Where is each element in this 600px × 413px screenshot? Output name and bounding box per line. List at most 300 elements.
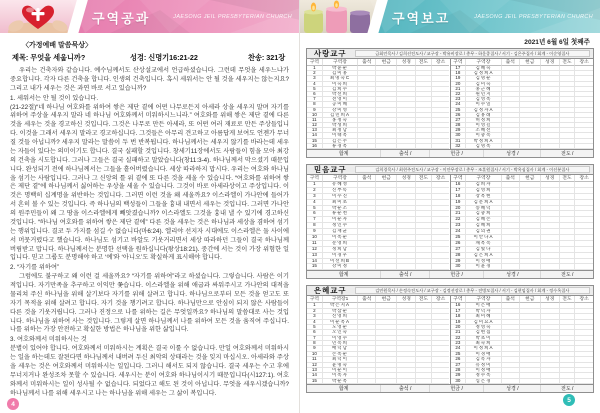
leader-name: 김혜숙 bbox=[466, 66, 502, 71]
row-number: 28 bbox=[451, 253, 467, 259]
leader-name: 이태옥 bbox=[323, 133, 359, 138]
row-number: 25 bbox=[451, 235, 467, 241]
row-number: 27 bbox=[451, 118, 467, 123]
leader-name: 채옥복 bbox=[466, 241, 502, 247]
column-header: 구역장 bbox=[466, 175, 502, 182]
row-number: 2 bbox=[307, 309, 323, 314]
offering-total: 헌금 / bbox=[430, 271, 484, 278]
row-number: 15 bbox=[307, 264, 323, 270]
blank-cell bbox=[560, 379, 576, 384]
row-number: 13 bbox=[307, 368, 323, 373]
district-half bbox=[450, 175, 594, 270]
column-header: 장소 bbox=[575, 175, 593, 182]
district-table-header bbox=[307, 286, 593, 296]
evangelism-total: 전도 / bbox=[560, 386, 574, 393]
district-total-row bbox=[307, 270, 593, 278]
leader-name: 장옥현 bbox=[466, 194, 502, 200]
leader-name: 이성애 bbox=[466, 259, 502, 265]
lesson-hymn: 찬송: 321장 bbox=[248, 53, 286, 62]
row-number: 30 bbox=[451, 133, 467, 138]
attendance-total: 출석 / bbox=[381, 385, 430, 392]
row-number: 17 bbox=[451, 188, 467, 194]
row-number: 28 bbox=[451, 368, 467, 373]
leader-name: 강미영 bbox=[323, 108, 359, 113]
row-number: 18 bbox=[451, 314, 467, 319]
row-number: 11 bbox=[307, 118, 323, 123]
column-header: 전도 bbox=[560, 59, 576, 66]
leader-name: 신영희 bbox=[323, 314, 359, 319]
row-number: 19 bbox=[451, 200, 467, 206]
row-number: 9 bbox=[307, 346, 323, 351]
row-number: 2 bbox=[307, 188, 323, 194]
blank-cell bbox=[432, 379, 450, 384]
leader-name: 김혜희 bbox=[466, 223, 502, 229]
row-number: 24 bbox=[451, 346, 467, 351]
column-header: 성경 bbox=[541, 296, 560, 303]
column-header: 구역 bbox=[451, 175, 467, 182]
row-number: 12 bbox=[307, 247, 323, 253]
district-table bbox=[306, 48, 594, 158]
column-header: 출석 bbox=[358, 175, 376, 182]
leader-name: 이옥순 bbox=[323, 235, 359, 241]
leader-name: 배덕남 bbox=[323, 346, 359, 351]
leader-name: 김희수 bbox=[323, 87, 359, 92]
blank-cell bbox=[358, 144, 376, 149]
lesson-body bbox=[10, 67, 289, 398]
row-number: 17 bbox=[451, 309, 467, 314]
district-half bbox=[307, 296, 450, 384]
row-number: 1 bbox=[307, 66, 323, 71]
leader-name: 김현집 bbox=[466, 330, 502, 335]
leader-name: 류경옥 bbox=[323, 144, 359, 149]
row-number: 22 bbox=[451, 92, 467, 97]
leader-name: 최정남 bbox=[323, 128, 359, 133]
row-number: 13 bbox=[307, 128, 323, 133]
leader-name: 문영희 bbox=[323, 241, 359, 247]
row-number: 2 bbox=[307, 71, 323, 76]
row-number: 19 bbox=[451, 76, 467, 81]
row-number: 15 bbox=[307, 139, 323, 144]
column-header: 장소 bbox=[432, 59, 450, 66]
district-half bbox=[307, 59, 450, 149]
row-number: 25 bbox=[451, 352, 467, 357]
leader-name: 최숙희 bbox=[466, 341, 502, 346]
row-number: 18 bbox=[451, 194, 467, 200]
row-number: 29 bbox=[451, 128, 467, 133]
row-number: 5 bbox=[307, 325, 323, 330]
total-label: 합계 bbox=[307, 150, 381, 157]
lesson-title: 제목: 무엇을 세웁니까? bbox=[12, 53, 86, 62]
page-title: 구역공과 bbox=[92, 11, 151, 26]
church-name: JAESONG JEIL PRESBYTERIAN CHURCH bbox=[173, 14, 292, 20]
district-name: 믿음교구 bbox=[314, 165, 347, 174]
lesson-meta bbox=[12, 53, 287, 63]
leader-name: 이경우 bbox=[323, 253, 359, 259]
leader-name: 이안나A bbox=[466, 235, 502, 241]
column-header: 전도 bbox=[560, 175, 576, 182]
bible-total: 성경 / bbox=[484, 385, 541, 392]
row-number: 1 bbox=[307, 303, 323, 308]
row-number: 31 bbox=[451, 139, 467, 144]
candles-photo bbox=[300, 0, 378, 33]
candle-purple-icon bbox=[350, 11, 370, 34]
blank-cell bbox=[358, 379, 376, 384]
district-table-header bbox=[307, 165, 593, 175]
blank-cell bbox=[575, 144, 593, 149]
leader-name: 이옥자 bbox=[323, 373, 359, 378]
column-header: 구역 bbox=[451, 296, 467, 303]
column-header: 출석 bbox=[502, 59, 520, 66]
district-table bbox=[306, 164, 594, 279]
leader-name: 전영이 bbox=[323, 97, 359, 102]
row-number: 30 bbox=[451, 264, 467, 270]
leader-name: 김홍례 bbox=[466, 113, 502, 118]
leader-name: 김영옥 bbox=[466, 97, 502, 102]
row-number: 4 bbox=[307, 320, 323, 325]
row-number: 30 bbox=[451, 379, 467, 384]
row-number: 8 bbox=[307, 102, 323, 107]
row-number: 7 bbox=[307, 97, 323, 102]
leader-name: 송혜덕 bbox=[466, 206, 502, 212]
district-name: 은혜교구 bbox=[314, 286, 347, 296]
row-number: 10 bbox=[307, 235, 323, 241]
leader-name: 유정미 bbox=[466, 363, 502, 368]
column-header: 출석 bbox=[502, 296, 520, 303]
blank-cell bbox=[416, 379, 432, 384]
row-number: 16 bbox=[307, 144, 323, 149]
row-number: 26 bbox=[451, 113, 467, 118]
leader-name: 박순조 bbox=[323, 206, 359, 212]
heart-cross-photo bbox=[0, 0, 78, 33]
blank-cell bbox=[376, 264, 397, 270]
leader-name: 김의권 bbox=[466, 229, 502, 235]
row-number: 27 bbox=[451, 363, 467, 368]
body-paragraph: 그럼에도 불구하고 왜 이런 걸 세울까요? “자기를 위하여”라고 하셨습니다. 그렇습니다. 사람은 이기적입니다. 자기만족을 추구하고 이익만 쫓습니다. 이스라엘을 위해 애굽과 싸워주시고 가나안의 대적을 물리쳐 주신 하나님을 위해 살기보다 자기를 위해 살려고 합니다. 하나님으로부터 모든 것을 얻고도 또 자기 목적을 위해 살려고 합니다. 자기 것을 챙기려고 합니다. 하나님만으로 안심이 되지 않은 사람들이 다른 것을 기웃거립니다. 그러나 진정으로 나를 위하는 길은 무엇일까요? 하나님의 말씀대로 사는 것입니다. 하나님을 위하여 사는 것입니다. 그렇게 살면 하나님께서 나를 위하여 모든 것을 움직여 주십니다. 나를 위하는 가장 안전하고 확실한 방법은 하나님을 위한 삶입니다. bbox=[10, 273, 289, 334]
row-number: 11 bbox=[307, 241, 323, 247]
blank-cell bbox=[541, 144, 560, 149]
body-paragraph: 우리는 건축자와 같습니다. 예수님께서도 산상설교에서 언급하셨습니다. 그런데 무엇을 세우느냐가 중요합니다. 각자 다른 건축을 합니다. 인생의 건축입니다. 혹시 세워서는 안 될 것을 세우지는 않는지요? 그리고 내가 세우는 것은 과연 바로 서고 있습니까? bbox=[10, 67, 289, 92]
leader-name: 최명숙C bbox=[323, 76, 359, 81]
leader-name: 이순이 bbox=[323, 368, 359, 373]
leader-name: 김희자 bbox=[466, 182, 502, 188]
leader-name: 이은애 bbox=[466, 303, 502, 308]
page-number-left: 4 bbox=[7, 398, 19, 410]
blank-cell bbox=[502, 144, 520, 149]
leader-name: 조혜선 bbox=[466, 128, 502, 133]
row-number: 5 bbox=[307, 206, 323, 212]
blank-cell bbox=[397, 144, 416, 149]
column-header: 전도 bbox=[560, 296, 576, 303]
district-total-row bbox=[307, 384, 593, 392]
leader-name: 심은경 bbox=[466, 379, 502, 384]
leader-name: 이수진 bbox=[323, 194, 359, 200]
blank-cell bbox=[575, 264, 593, 270]
row-number: 20 bbox=[451, 206, 467, 212]
blank-cell bbox=[560, 144, 576, 149]
leader-name: 김혜손 bbox=[466, 217, 502, 223]
row-number: 17 bbox=[451, 66, 467, 71]
row-number: 22 bbox=[451, 217, 467, 223]
leader-name: 박덕자 bbox=[466, 309, 502, 314]
leader-name: 류순천 bbox=[323, 211, 359, 217]
leader-name: 이충복 bbox=[466, 133, 502, 138]
row-number: 20 bbox=[451, 325, 467, 330]
district-grid bbox=[307, 59, 593, 149]
leader-name: 홍정숙 bbox=[323, 118, 359, 123]
column-header: 장소 bbox=[432, 175, 450, 182]
section-heading: 1. 세워서는 안 될 것이 있습니다. bbox=[10, 94, 99, 102]
blank-cell bbox=[520, 379, 541, 384]
leader-name: 허정희 bbox=[466, 118, 502, 123]
district-grid bbox=[307, 175, 593, 270]
evangelism-total: 전도 / bbox=[560, 151, 574, 157]
leader-name: 김은희A bbox=[466, 253, 502, 259]
leader-name: 김은주 bbox=[323, 139, 359, 144]
row-number: 26 bbox=[451, 241, 467, 247]
row-number: 3 bbox=[307, 76, 323, 81]
leader-name: 김복자 bbox=[466, 357, 502, 362]
blank-cell bbox=[520, 144, 541, 149]
leader-name: 정희남 bbox=[323, 247, 359, 253]
leader-name: 원민지 bbox=[466, 92, 502, 97]
leader-name: 박윤순 bbox=[323, 66, 359, 71]
leader-name: 김빛나 bbox=[466, 247, 502, 253]
column-header: 장소 bbox=[432, 296, 450, 303]
leader-name: 민복희 bbox=[323, 341, 359, 346]
row-number: 29 bbox=[451, 259, 467, 265]
leader-name: 김미숙 bbox=[466, 82, 502, 87]
row-number: 14 bbox=[307, 259, 323, 265]
column-header: 전도 bbox=[416, 175, 432, 182]
row-number: 8 bbox=[307, 341, 323, 346]
leader-name: 이경애 bbox=[466, 352, 502, 357]
column-header: 구역장 bbox=[323, 175, 359, 182]
blank-cell bbox=[358, 264, 376, 270]
row-number: 24 bbox=[451, 102, 467, 107]
blank-cell bbox=[376, 379, 397, 384]
column-header: 구역장 bbox=[323, 59, 359, 66]
row-number: 28 bbox=[451, 123, 467, 128]
attendance-total: 출석 / bbox=[381, 150, 430, 157]
column-header: 헌금 bbox=[376, 175, 397, 182]
row-number: 4 bbox=[307, 200, 323, 206]
lesson-banner bbox=[0, 0, 299, 33]
blank-cell bbox=[376, 144, 397, 149]
blank-cell bbox=[575, 379, 593, 384]
column-header: 헌금 bbox=[520, 59, 541, 66]
leader-name: 홍근혜 bbox=[466, 87, 502, 92]
column-header: 성경 bbox=[397, 296, 416, 303]
leader-name: 이영길 bbox=[466, 123, 502, 128]
column-header: 구역장 bbox=[466, 296, 502, 303]
district-staff: 금회언목사 / 김희선전도사 / 교구장 - 박유비장로 / 총무 - 하운종집사 / 서기 - 김은주집사 / 회계 - 이순영집사 bbox=[355, 50, 590, 57]
column-header: 장소 bbox=[575, 296, 593, 303]
row-number: 3 bbox=[307, 314, 323, 319]
leader-name: 이정애 bbox=[466, 368, 502, 373]
row-number: 14 bbox=[307, 373, 323, 378]
leader-name: 신부록 bbox=[323, 188, 359, 194]
district-total-row bbox=[307, 149, 593, 157]
blank-cell bbox=[432, 264, 450, 270]
leader-name: 박성희 bbox=[323, 123, 359, 128]
leader-name: 이순자 bbox=[323, 217, 359, 223]
blank-cell bbox=[502, 264, 520, 270]
leader-name: 이선희B bbox=[323, 259, 359, 265]
blank-cell bbox=[416, 264, 432, 270]
report-banner bbox=[300, 0, 600, 33]
row-number: 27 bbox=[451, 247, 467, 253]
leader-name: 김정희A bbox=[466, 71, 502, 76]
page-title: 구역보고 bbox=[392, 11, 451, 26]
row-number: 7 bbox=[307, 217, 323, 223]
row-number: 4 bbox=[307, 82, 323, 87]
row-number: 21 bbox=[451, 330, 467, 335]
blank-cell bbox=[541, 264, 560, 270]
leader-name: 김영희 bbox=[466, 188, 502, 194]
leader-name: 공미혜 bbox=[323, 102, 359, 107]
row-number: 12 bbox=[307, 123, 323, 128]
district-staff: 김희경목사 / 최현주전도사 / 교구장 - 이안무장로 / 총무 - 조훈원집사 / 서기 - 박옥심집사 / 회계 - 이선분집사 bbox=[355, 166, 590, 173]
column-header: 구역 bbox=[307, 175, 323, 182]
report-page bbox=[300, 0, 600, 413]
leader-name: 박선희 bbox=[323, 92, 359, 97]
blank-cell bbox=[432, 144, 450, 149]
row-number: 6 bbox=[307, 92, 323, 97]
row-number: 13 bbox=[307, 253, 323, 259]
district-name: 사랑교구 bbox=[314, 49, 347, 58]
column-header: 헌금 bbox=[376, 59, 397, 66]
district-grid bbox=[307, 296, 593, 384]
district-staff: 김민원목사 / 손정숙전도사 / 교구장 - 김정선장로 / 총무 - 전병모집사 / 서기 - 김현임집사 / 회계 - 정수옥집사 bbox=[355, 287, 590, 294]
leader-name: 이정희A bbox=[466, 346, 502, 351]
lesson-subtitle: 〈가정예배 말씀묵상〉 bbox=[22, 42, 93, 49]
leader-name: 김충희 bbox=[466, 211, 502, 217]
row-number: 23 bbox=[451, 97, 467, 102]
leader-name: 이영수 bbox=[323, 336, 359, 341]
column-header: 구역장1 bbox=[323, 296, 359, 303]
row-number: 6 bbox=[307, 330, 323, 335]
row-number: 11 bbox=[307, 357, 323, 362]
row-number: 20 bbox=[451, 82, 467, 87]
leader-name: 김민희A bbox=[323, 113, 359, 118]
row-number: 23 bbox=[451, 341, 467, 346]
row-number: 9 bbox=[307, 108, 323, 113]
row-number: 7 bbox=[307, 336, 323, 341]
bible-total: 성경 / bbox=[484, 150, 541, 157]
leader-name: 강미정 bbox=[323, 264, 359, 270]
leader-name: 이숙희 bbox=[323, 82, 359, 87]
leader-name: 유혜성 bbox=[323, 182, 359, 188]
body-paragraph: (21-22절)“네 하나님 여호와를 위하여 쌓은 제단 곁에 어떤 나무로든지 아세라 상을 세우지 말며 자기를 위하여 주상을 세우지 말라 네 하나님 여호와께서 미워하시느니라.” 여호와를 위해 쌓은 제단 곁에 다른 것을 세우는 것을 경고하신 것입니다. 그것은 나무로 만든 아세라, 또 어떤 여러 재료로 만든 주상들입니다. 이것을 그래서 세우지 말라고 경고하십니다. 그것들은 아무리 견고하고 아름답게 보여도 언젠가 무너질 것들 아닙니까? 세우지 말라는 말씀이 두 번 반복됩니다. 하나님께서는 세우지 않기를 바라는데 세우는 자들이 있다는 의미이기도 합니다. 결국 실패할 것입니다. 창세기11장에서도 사람들이 힘을 모아 최강의 건축을 시도합니다. 그러나 그들은 결국 실패하고 말았습니다(창11:3-4). 하나님께서 막으셨기 때문입니다. 완성되기 전에 하나님께서는 그들을 흩어버렸습니다. 세상 따라하지 맙시다. 우리는 여호와 하나님을 섬기는 사람입니다. 그러나 그 신앙의 틀 위 곁에 또 다른 것을 세울 수 있습니다. “여호와를 위하여 쌓은 제단 곁”에 하나님께서 싫어하는 우상을 세울 수 있습니다. 그것이 바로 아세라상이고 주상입니다. 이것은 명백히 십계명을 위반하는 것입니다. 그러면 이런 것을 왜 세울까요? 이스라엘이 가나안에 들어가서 흔히 볼 수 있는 것입니다. 즉 하나님의 백성들이 그들을 흉내 내면서 세우는 것입니다. 그러면 가나안의 원주민들이 왜 그 땅을 이스라엘에게 빼앗겼습니까? 이스라엘도 그것을 흉내 낼 수 있기에 경고하신 것입니다. “하나님 여호와를 위하여 쌓은 제단 곁에” 다른 것을 세우는 것은 하나님과 세상을 겸하여 섬기는 행위입니다. 결코 두 가지를 섬길 수 없습니다(마6:24). 엘리야 선지자 시대에도 이스라엘은 둘 사이에서 머뭇거렸다고 했습니다. 하나님도 섬기고 바알도 기웃거리면서 세상 따라하던 그들이 결국 하나님께 버림받고 맙니다. 하나님께서는 분명한 선택을 원하십니다(왕상18:21). 중간에 서는 것이 가장 위험한 일입니다. 믿고 그룹도 분명해야 하고 ‘예’와 ‘아니오’도 확실하게 표시해야 합니다. bbox=[10, 103, 289, 262]
column-header: 구역장 bbox=[466, 59, 502, 66]
row-number: 24 bbox=[451, 229, 467, 235]
row-number: 21 bbox=[451, 87, 467, 92]
offering-total: 헌금 / bbox=[430, 385, 484, 392]
row-number: 19 bbox=[451, 320, 467, 325]
district-table-header bbox=[307, 49, 593, 59]
district-half bbox=[450, 296, 594, 384]
leader-name: 윤명숙 bbox=[323, 363, 359, 368]
row-number: 25 bbox=[451, 108, 467, 113]
district-half bbox=[450, 59, 594, 149]
leader-name: 최미초 bbox=[323, 200, 359, 206]
district-half bbox=[307, 175, 450, 270]
column-header: 성경 bbox=[541, 59, 560, 66]
page-number-right: 5 bbox=[563, 394, 575, 406]
bible-total: 성경 / bbox=[484, 271, 541, 278]
leader-name: 정인수 bbox=[323, 223, 359, 229]
row-number: 26 bbox=[451, 357, 467, 362]
leader-name: 노영순 bbox=[323, 325, 359, 330]
leader-name: 박순옥 bbox=[323, 379, 359, 384]
row-number: 21 bbox=[451, 211, 467, 217]
row-number: 14 bbox=[307, 133, 323, 138]
row-number: 1 bbox=[307, 182, 323, 188]
leader-name: 이수일 bbox=[466, 102, 502, 107]
column-header: 구역 bbox=[307, 296, 323, 303]
row-number: 5 bbox=[307, 87, 323, 92]
attendance-total: 출석 / bbox=[381, 271, 430, 278]
leader-name: 정영숙 bbox=[466, 325, 502, 330]
row-number: 32 bbox=[451, 144, 467, 149]
leader-name: 김미홍 bbox=[323, 71, 359, 76]
column-header: 헌금 bbox=[520, 296, 541, 303]
blank-cell bbox=[397, 264, 416, 270]
report-date: 2021년 6월 6일 첫째주 bbox=[524, 39, 590, 46]
leader-name: 박삼순 bbox=[323, 309, 359, 314]
row-number: 12 bbox=[307, 363, 323, 368]
row-number: 22 bbox=[451, 336, 467, 341]
leader-name: 박은지A bbox=[323, 303, 359, 308]
leader-name: 김미요A bbox=[466, 320, 502, 325]
leader-name: 김명순 bbox=[466, 76, 502, 81]
blank-cell bbox=[560, 264, 576, 270]
leader-name: 오인숙 bbox=[323, 330, 359, 335]
row-number: 16 bbox=[451, 303, 467, 308]
column-header: 출석 bbox=[358, 59, 376, 66]
row-number: 23 bbox=[451, 223, 467, 229]
body-paragraph: 분별이 있어야 합니다. 여호와께서 미워하시는 계획은 결국 이룰 수 없습니다. 만일 여호와께서 미워하시는 일을 하는데도 잘된다면 하나님께서 내버려 두신 최악의 상태라는 것을 잊지 마십시오. 아세라와 주상을 세우는 것은 여호와께서 미워하시는 일입니다. 그러니 해서도 되지 않습니다. 결국 세우는 수고 후에 무너지거나 완성조차 못할 수 있습니다. 세우시는 분이 여호와 하나님이시기 때문입니다(시127:1). 여호와께서 미워하시는 일이 성사될 수 없습니다. 되었다고 해도 된 것이 아닙니다. 무엇을 세우시겠습니까? 하나님께서 나를 위해 세우시고 나는 하나님을 위해 세우는 그 삶이 복입니다. bbox=[10, 345, 289, 397]
leader-name: 김명옥 bbox=[466, 144, 502, 149]
column-header: 헌금 bbox=[376, 296, 397, 303]
blank-cell bbox=[520, 264, 541, 270]
column-header: 전도 bbox=[416, 296, 432, 303]
offering-total: 헌금 / bbox=[430, 150, 484, 157]
row-number: 18 bbox=[451, 71, 467, 76]
blank-cell bbox=[502, 379, 520, 384]
blank-cell bbox=[541, 379, 560, 384]
column-header: 출석 bbox=[502, 175, 520, 182]
leader-name: 박정희A bbox=[466, 139, 502, 144]
row-number: 6 bbox=[307, 211, 323, 217]
leader-name: 김재균 bbox=[323, 229, 359, 235]
leader-name: 김정자A bbox=[466, 108, 502, 113]
leader-name: 손옥순 bbox=[323, 352, 359, 357]
row-number: 9 bbox=[307, 229, 323, 235]
column-header: 출석 bbox=[358, 296, 376, 303]
column-header: 성경 bbox=[541, 175, 560, 182]
column-header: 헌금 bbox=[520, 175, 541, 182]
blank-cell bbox=[416, 144, 432, 149]
row-number: 15 bbox=[307, 379, 323, 384]
lesson-scripture: 성경: 신명기16:21-22 bbox=[130, 53, 198, 62]
total-label: 합계 bbox=[307, 271, 381, 278]
column-header: 성경 bbox=[397, 59, 416, 66]
section-heading: 2. “자기를 위하여” bbox=[10, 264, 60, 272]
section-heading: 3. 여호와께서 미워하시는 것 bbox=[10, 336, 87, 344]
blank-cell bbox=[397, 379, 416, 384]
total-label: 합계 bbox=[307, 385, 381, 392]
